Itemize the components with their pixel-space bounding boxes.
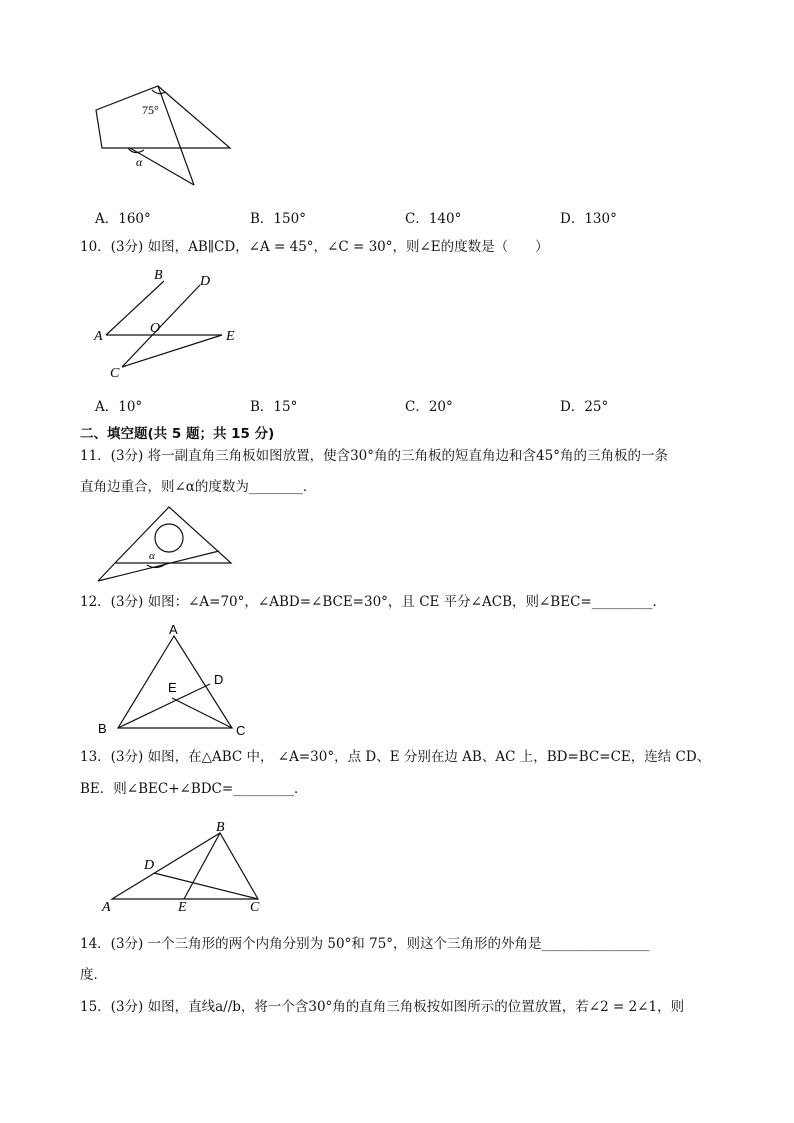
q15-line-1: 15．(3分) 如图，直线a//b，将一个含30°角的直角三角板按如图所示的位置放置，若∠2 = 2∠1，则 [80,999,685,1015]
q13-triangle [112,833,258,899]
q10-label-d: D [200,274,211,289]
q11-hypotenuse-30 [98,551,219,581]
q13-label-c: C [250,900,260,915]
q9-option-b: B．150° [250,211,306,227]
q12-stem: 12．(3分) 如图：∠A=70°，∠ABD=∠BCE=30°，且 CE 平分∠ACB，则∠BEC=_________． [80,594,666,610]
q12-label-a: A [169,622,178,637]
q14-line-2: 度． [80,967,107,983]
q10-label-a: A [94,329,103,344]
q12-label-b: B [98,721,107,736]
q9-angle-label: 75° [142,103,159,117]
q13-line-2: BE．则∠BEC+∠BDC=_________． [80,781,308,797]
q13-label-a: A [102,900,111,915]
q10-label-o: O [150,321,161,336]
q9-line-2 [102,148,194,185]
q11-triangle-45 [115,507,231,563]
q13-line-1: 13．(3分) 如图，在△ABC 中， ∠A=30°，点 D、E 分别在边 AB、AC 上，BD=BC=CE，连结 CD、 [80,749,711,765]
q9-figure [90,80,240,190]
q9-option-d: D．130° [560,211,617,227]
q10-option-b: B．15° [250,399,298,415]
q10-label-b: B [154,268,163,283]
q10-label-c: C [110,366,120,381]
q11-line-2: 直角边重合，则∠α的度数为________． [80,479,317,495]
q11-arc-alpha [147,563,167,568]
q10-label-e: E [226,329,235,344]
q13-label-d: D [144,858,155,873]
q9-option-c: C．140° [405,211,462,227]
q13-label-e: E [178,900,187,915]
q14-line-1: 14．(3分) 一个三角形的两个内角分别为 50°和 75°，则这个三角形的外角是________________ [80,936,650,952]
q13-line-eb [184,833,220,899]
q11-hole [155,524,183,552]
q11-line-1: 11．(3分) 将一副直角三角板如图放置，使含30°角的三角板的短直角边和含45°角的三角板的一条 [80,448,668,464]
q10-option-d: D．25° [560,399,609,415]
q12-label-e: E [168,680,177,695]
q11-figure [95,505,235,585]
section-2-title: 二、填空题(共 5 题；共 15 分) [80,426,275,442]
q12-label-c: C [236,723,246,738]
q13-line-dc [154,873,258,899]
q9-alpha-label: α [136,155,143,169]
q10-option-a: A．10° [95,399,143,415]
q10-stem: 10．(3分) 如图，AB∥CD，∠A = 45°，∠C = 30°，则∠E的度数是（ ） [80,239,549,255]
q13-label-b: B [216,820,225,835]
q9-triangle-1 [96,86,230,148]
q12-figure [92,620,262,740]
q10-option-c: C．20° [405,399,453,415]
q9-option-a: A．160° [95,211,151,227]
q12-label-d: D [214,672,224,687]
q13-figure [98,815,278,915]
q10-figure [88,265,248,385]
q11-alpha-label: α [149,550,155,562]
